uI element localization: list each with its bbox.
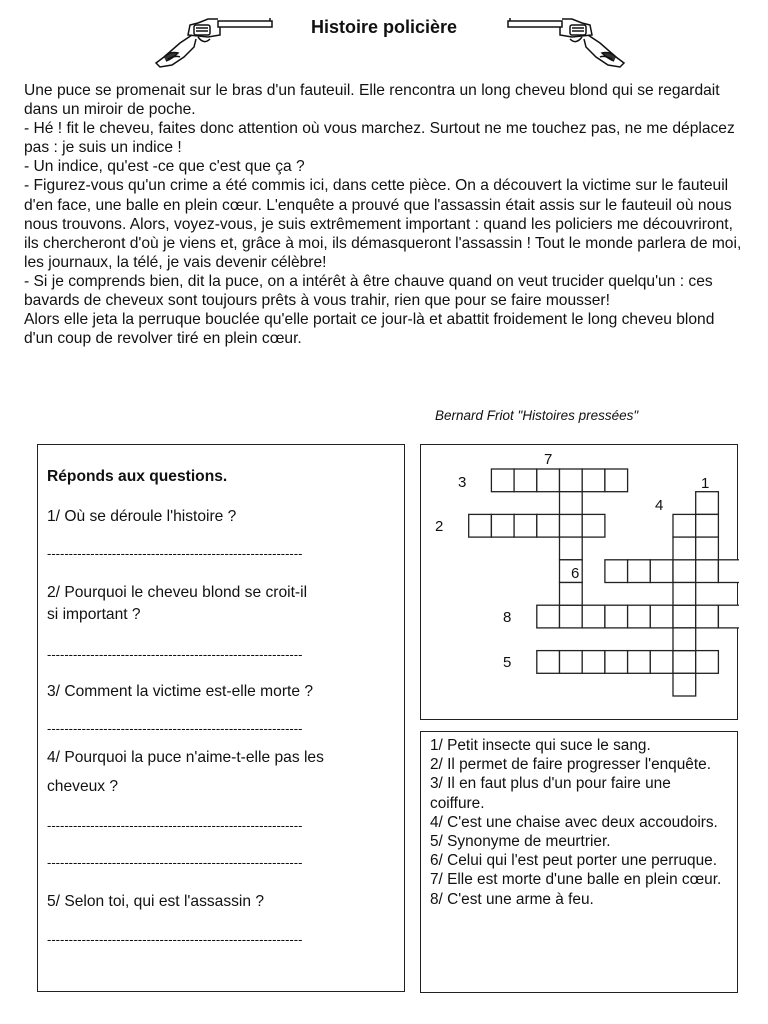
answer-line[interactable]: ----------------------------------------------------------- bbox=[47, 546, 303, 561]
crossword-cell[interactable] bbox=[628, 651, 651, 674]
question-5: 5/ Selon toi, qui est l'assassin ? bbox=[47, 893, 265, 910]
crossword-number-3: 3 bbox=[458, 474, 467, 491]
crossword-number-6: 6 bbox=[571, 565, 580, 582]
crossword-cell[interactable] bbox=[696, 605, 719, 628]
story-text bbox=[24, 81, 746, 348]
crossword-cell[interactable] bbox=[560, 537, 583, 560]
crossword-cell[interactable] bbox=[696, 537, 719, 560]
crossword-cell[interactable] bbox=[718, 560, 739, 583]
crossword-cell[interactable] bbox=[673, 651, 696, 674]
answer-line[interactable]: ----------------------------------------------------------- bbox=[47, 721, 303, 736]
source-citation: Bernard Friot "Histoires pressées" bbox=[435, 408, 639, 423]
crossword-number-5: 5 bbox=[503, 654, 512, 671]
crossword-cell[interactable] bbox=[537, 605, 560, 628]
crossword-cell[interactable] bbox=[560, 514, 583, 537]
page-title: Histoire policière bbox=[310, 17, 458, 37]
crossword-cell[interactable] bbox=[560, 492, 583, 515]
crossword-cell[interactable] bbox=[673, 628, 696, 651]
question-2-line-2: si important ? bbox=[47, 606, 141, 623]
crossword-cell[interactable] bbox=[673, 514, 696, 537]
revolver-right-icon bbox=[505, 13, 630, 68]
crossword-number-7: 7 bbox=[544, 451, 553, 468]
crossword-cell[interactable] bbox=[514, 514, 537, 537]
crossword-cell[interactable] bbox=[560, 651, 583, 674]
crossword-cell[interactable] bbox=[514, 469, 537, 492]
clue-7: 7/ Elle est morte d'une balle en plein cœur. bbox=[430, 871, 722, 889]
crossword-cell[interactable] bbox=[673, 537, 696, 560]
question-4-line-2: cheveux ? bbox=[47, 778, 119, 795]
crossword-cell[interactable] bbox=[696, 560, 719, 583]
crossword-cell[interactable] bbox=[605, 560, 628, 583]
crossword-cell[interactable] bbox=[605, 605, 628, 628]
clue-5: 5/ Synonyme de meurtrier. bbox=[430, 833, 611, 851]
clue-2: 2/ Il permet de faire progresser l'enquête. bbox=[430, 756, 711, 774]
question-2-line-1: 2/ Pourquoi le cheveu blond se croit-il bbox=[47, 584, 308, 601]
crossword-cell[interactable] bbox=[605, 651, 628, 674]
crossword-cell[interactable] bbox=[582, 514, 605, 537]
crossword-cell[interactable] bbox=[582, 605, 605, 628]
crossword-cell[interactable] bbox=[650, 651, 673, 674]
crossword-cell[interactable] bbox=[673, 605, 696, 628]
clue-8: 8/ C'est une arme à feu. bbox=[430, 890, 594, 908]
crossword-cell[interactable] bbox=[628, 560, 651, 583]
story-paragraph: - Si je comprends bien, dit la puce, on a intérêt à être chauve quand on veut trucider quelqu'un : ces bavards de cheveux sont toujours prêts à vous trahir, rien que pour se faire mousser! bbox=[24, 272, 713, 310]
clues-box bbox=[420, 731, 738, 993]
crossword-cell[interactable] bbox=[718, 605, 739, 628]
crossword-cell[interactable] bbox=[537, 651, 560, 674]
answer-line[interactable]: ----------------------------------------------------------- bbox=[47, 932, 303, 947]
crossword-cell[interactable] bbox=[673, 560, 696, 583]
answer-line[interactable]: ----------------------------------------------------------- bbox=[47, 647, 303, 662]
revolver-left-icon bbox=[150, 13, 275, 68]
clue-1: 1/ Petit insecte qui suce le sang. bbox=[430, 737, 651, 754]
crossword-cell[interactable] bbox=[560, 469, 583, 492]
crossword-cell[interactable] bbox=[605, 469, 628, 492]
question-3: 3/ Comment la victime est-elle morte ? bbox=[47, 683, 314, 700]
crossword-number-2: 2 bbox=[435, 518, 444, 535]
crossword-cell[interactable] bbox=[491, 514, 514, 537]
crossword-cell[interactable] bbox=[650, 560, 673, 583]
answer-line[interactable]: ----------------------------------------------------------- bbox=[47, 818, 303, 833]
crossword-cell[interactable] bbox=[673, 583, 696, 606]
crossword-svg bbox=[421, 445, 739, 721]
story-paragraph: - Figurez-vous qu'un crime a été commis ici, dans cette pièce. On a découvert la victime sur le fauteuil d'en face, une balle en plein cœur. L'enquête a prouvé que l'assassin était assis sur le fauteuil où nous nous trouvons. Alors, voyez-vous, je suis extrêmement important : quand les policiers me découvriront, ils chercheront d'où je viens et, grâce à moi, ils démasqueront l'assassin ! Tout le monde parlera de moi, les journaux, la télé, je vais devenir célèbre! bbox=[24, 177, 742, 271]
crossword-cell[interactable] bbox=[537, 469, 560, 492]
crossword-cell[interactable] bbox=[560, 583, 583, 606]
crossword-number-8: 8 bbox=[503, 609, 512, 626]
crossword-cell[interactable] bbox=[582, 469, 605, 492]
story-paragraph: - Un indice, qu'est -ce que c'est que ça ? bbox=[24, 158, 305, 176]
question-4-line-1: 4/ Pourquoi la puce n'aime-t-elle pas les bbox=[47, 749, 324, 766]
crossword-cell[interactable] bbox=[582, 651, 605, 674]
question-1: 1/ Où se déroule l'histoire ? bbox=[47, 508, 237, 525]
crossword-cell[interactable] bbox=[673, 673, 696, 696]
story-paragraph: Alors elle jeta la perruque bouclée qu'elle portait ce jour-là et abattit froidement le long cheveu blond d'un coup de revolver tiré en plein cœur. bbox=[24, 311, 715, 348]
crossword-cell[interactable] bbox=[491, 469, 514, 492]
story-paragraph: - Hé ! fit le cheveu, faites donc attention où vous marchez. Surtout ne me touchez pas, ne me déplacez pas : je suis un indice ! bbox=[24, 120, 735, 157]
clue-6: 6/ Celui qui l'est peut porter une perruque. bbox=[430, 852, 717, 870]
crossword-cell[interactable] bbox=[469, 514, 492, 537]
crossword-number-1: 1 bbox=[701, 475, 710, 492]
crossword-cell[interactable] bbox=[696, 651, 719, 674]
story-paragraph: Une puce se promenait sur le bras d'un fauteuil. Elle rencontra un long cheveu blond qui se regardait dans un miroir de poche. bbox=[24, 82, 720, 119]
crossword-cell[interactable] bbox=[696, 492, 719, 515]
crossword-cell[interactable] bbox=[628, 605, 651, 628]
answer-line[interactable]: ----------------------------------------------------------- bbox=[47, 855, 303, 870]
questions-heading: Réponds aux questions. bbox=[47, 468, 228, 485]
crossword-cell[interactable] bbox=[560, 605, 583, 628]
clue-3: 3/ Il en faut plus d'un pour faire une coiffure. bbox=[430, 775, 671, 812]
clue-4: 4/ C'est une chaise avec deux accoudoirs. bbox=[430, 813, 718, 831]
crossword-cell[interactable] bbox=[696, 514, 719, 537]
crossword-cell[interactable] bbox=[537, 514, 560, 537]
crossword-cell[interactable] bbox=[650, 605, 673, 628]
questions-box bbox=[37, 444, 405, 992]
crossword-number-4: 4 bbox=[655, 497, 664, 514]
crossword-grid bbox=[420, 444, 738, 720]
